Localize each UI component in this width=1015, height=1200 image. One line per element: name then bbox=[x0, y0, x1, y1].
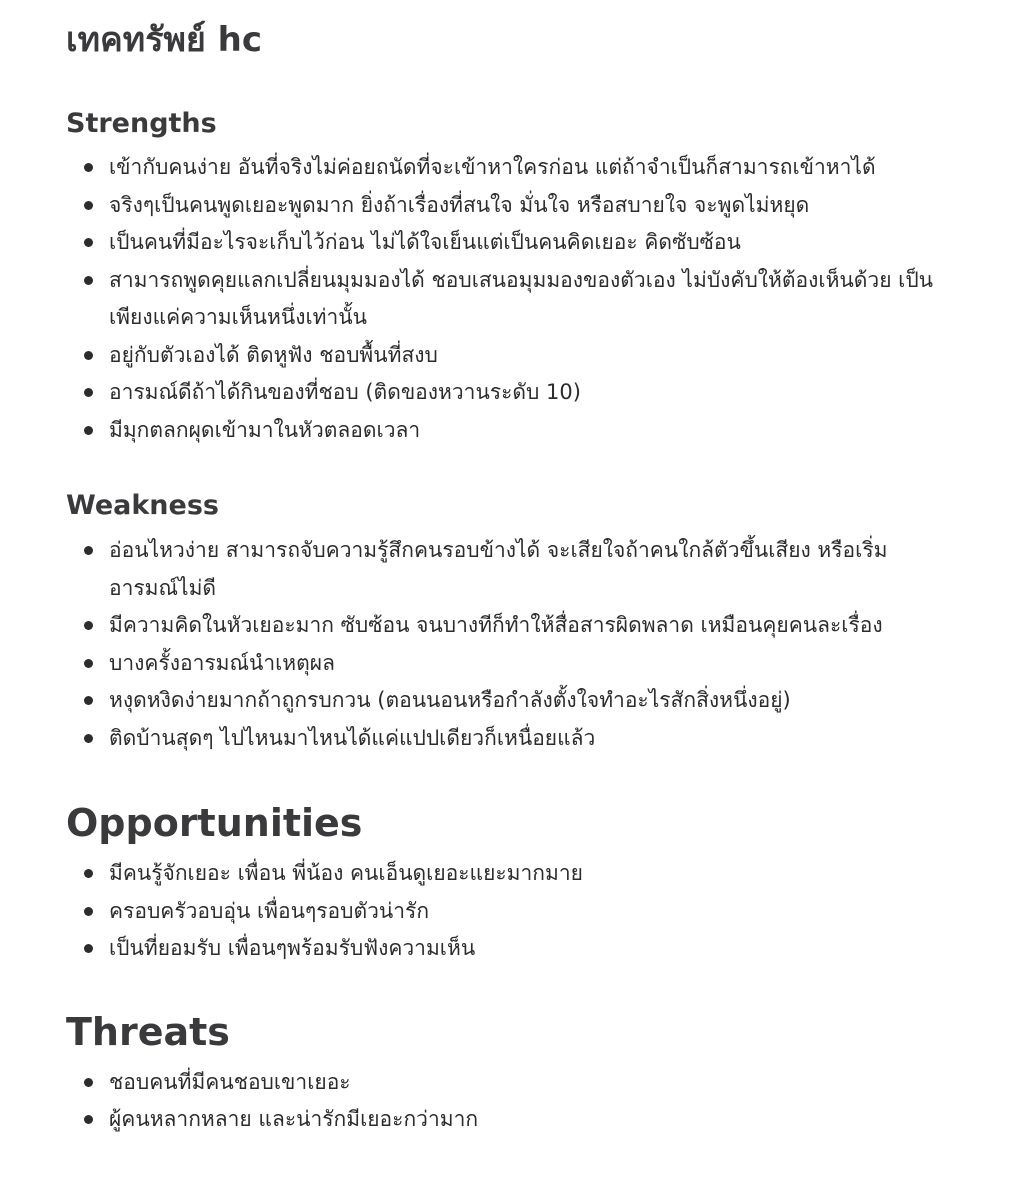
bullet-icon bbox=[84, 546, 93, 555]
list-item bbox=[66, 149, 946, 187]
list-item bbox=[66, 374, 946, 412]
list-item bbox=[66, 412, 946, 450]
bullet-icon bbox=[84, 238, 93, 247]
document-page bbox=[66, 0, 946, 1139]
bullet-icon bbox=[84, 621, 93, 630]
list-item bbox=[66, 532, 946, 607]
list-item bbox=[66, 224, 946, 262]
list-item-text: สามารถพูดคุยแลกเปลี่ยนมุมมองได้ ชอบเสนอมุมมองของตัวเอง ไม่บังคับให้ต้องเห็นด้วย เป็นเพียงแค่ความเห็นหนึ่งเท่านั้น bbox=[109, 267, 934, 329]
threats-heading: Threats bbox=[66, 1009, 230, 1054]
list-item-text: บางครั้งอารมณ์นำเหตุผล bbox=[109, 650, 335, 675]
list-item-text: ผู้คนหลากหลาย และน่ารักมีเยอะกว่ามาก bbox=[109, 1107, 479, 1131]
threats-list bbox=[66, 1064, 946, 1139]
bullet-icon bbox=[84, 696, 93, 705]
list-item-text: ครอบครัวอบอุ่น เพื่อนๆรอบตัวน่ารัก bbox=[109, 898, 430, 923]
bullet-icon bbox=[84, 734, 93, 743]
weakness-heading: Weakness bbox=[66, 490, 219, 521]
bullet-icon bbox=[84, 388, 93, 397]
list-item-text: มีความคิดในหัวเยอะมาก ซับซ้อน จนบางทีก็ทำให้สื่อสารผิดพลาด เหมือนคุยคนละเรื่อง bbox=[109, 613, 883, 637]
strengths-heading: Strengths bbox=[66, 108, 217, 139]
list-item bbox=[66, 337, 946, 375]
list-item bbox=[66, 855, 946, 893]
weakness-list bbox=[66, 532, 946, 757]
bullet-icon bbox=[84, 163, 93, 172]
list-item-text: อ่อนไหวง่าย สามารถจับความรู้สึกคนรอบข้างได้ จะเสียใจถ้าคนใกล้ตัวขึ้นเสียง หรือเริ่มอารมณ์ไม่ดี bbox=[109, 538, 888, 600]
list-item-text: เป็นคนที่มีอะไรจะเก็บไว้ก่อน ไม่ได้ใจเย็นแต่เป็นคนคิดเยอะ คิดซับซ้อน bbox=[109, 230, 741, 254]
list-item-text: มีคนรู้จักเยอะ เพื่อน พี่น้อง คนเอ็นดูเยอะแยะมากมาย bbox=[109, 861, 583, 885]
list-item-text: เข้ากับคนง่าย อันที่จริงไม่ค่อยถนัดที่จะเข้าหาใครก่อน แต่ถ้าจำเป็นก็สามารถเข้าหาได้ bbox=[109, 155, 876, 179]
list-item bbox=[66, 682, 946, 720]
bullet-icon bbox=[84, 1115, 93, 1124]
bullet-icon bbox=[84, 659, 93, 668]
strengths-list bbox=[66, 149, 946, 449]
list-item bbox=[66, 607, 946, 645]
bullet-icon bbox=[84, 1078, 93, 1087]
list-item bbox=[66, 187, 946, 225]
list-item-text: จริงๆเป็นคนพูดเยอะพูดมาก ยิ่งถ้าเรื่องที่สนใจ มั่นใจ หรือสบายใจ จะพูดไม่หยุด bbox=[109, 192, 810, 217]
bullet-icon bbox=[84, 907, 93, 916]
list-item bbox=[66, 893, 946, 931]
list-item-text: อารมณ์ดีถ้าได้กินของที่ชอบ (ติดของหวานระดับ 10) bbox=[109, 380, 581, 404]
bullet-icon bbox=[84, 426, 93, 435]
bullet-icon bbox=[84, 869, 93, 878]
list-item-text: อยู่กับตัวเองได้ ติดหูฟัง ชอบพื้นที่สงบ bbox=[109, 342, 438, 367]
list-item bbox=[66, 930, 946, 968]
list-item-text: หงุดหงิดง่ายมากถ้าถูกรบกวน (ตอนนอนหรือกำลังตั้งใจทำอะไรสักสิ่งหนึ่งอยู่) bbox=[109, 688, 791, 712]
list-item bbox=[66, 262, 946, 337]
list-item-text: ติดบ้านสุดๆ ไปไหนมาไหนได้แค่แปปเดียวก็เหนื่อยแล้ว bbox=[109, 725, 596, 750]
bullet-icon bbox=[84, 276, 93, 285]
bullet-icon bbox=[84, 201, 93, 210]
page-title: เทคทรัพย์ hc bbox=[66, 20, 262, 60]
list-item-text: ชอบคนที่มีคนชอบเขาเยอะ bbox=[109, 1069, 351, 1094]
opportunities-heading: Opportunities bbox=[66, 801, 363, 845]
bullet-icon bbox=[84, 944, 93, 953]
opportunities-list bbox=[66, 855, 946, 968]
list-item-text: เป็นที่ยอมรับ เพื่อนๆพร้อมรับฟังความเห็น bbox=[109, 936, 476, 960]
list-item bbox=[66, 1064, 946, 1102]
list-item bbox=[66, 720, 946, 758]
list-item-text: มีมุกตลกผุดเข้ามาในหัวตลอดเวลา bbox=[109, 417, 421, 442]
list-item bbox=[66, 1101, 946, 1139]
list-item bbox=[66, 645, 946, 683]
bullet-icon bbox=[84, 351, 93, 360]
